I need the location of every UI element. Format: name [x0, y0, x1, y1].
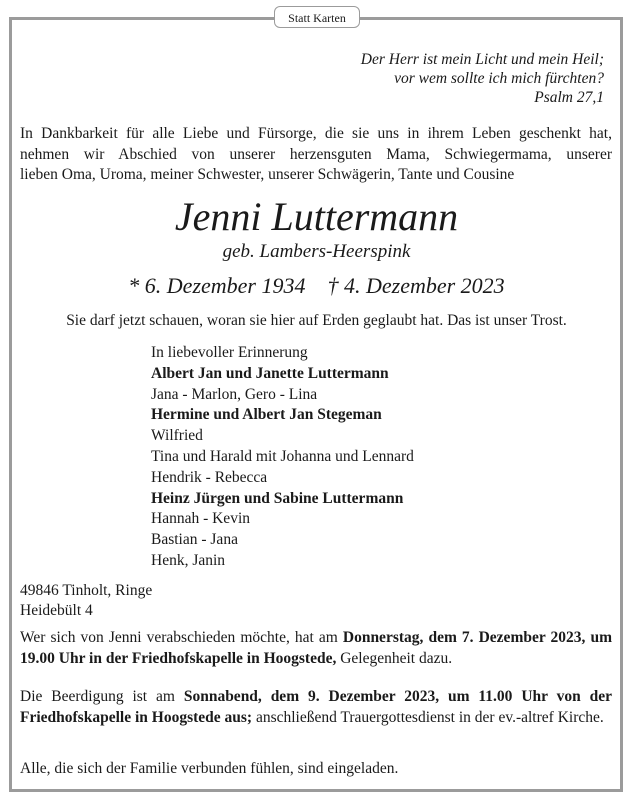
funeral-date-place: Sonnabend, dem 9. Dezember 2023, um 11.00 Uhr von der Friedhofskapelle in Hoogstede aus; — [20, 688, 612, 726]
family-line: Albert Jan und Janette Luttermann — [151, 364, 389, 382]
intro-text — [20, 124, 612, 186]
comfort-quote: Sie darf jetzt schauen, woran sie hier auf Erden geglaubt hat. Das ist unser Trost. — [66, 312, 567, 329]
address-line-1: 49846 Tinholt, Ringe — [20, 582, 153, 599]
birth-name: geb. Lambers-Heerspink — [222, 241, 411, 262]
family-line: Tina und Harald mit Johanna und Lennard — [151, 447, 414, 465]
deceased-name: Jenni Luttermann — [174, 194, 459, 239]
family-line: In liebevoller Erinnerung — [151, 344, 308, 361]
family-list — [151, 343, 611, 572]
funeral-paragraph — [20, 686, 612, 728]
psalm-quote — [300, 50, 604, 107]
psalm-line-1: Der Herr ist mein Licht und mein Heil; — [360, 51, 604, 68]
family-line: Wilfried — [151, 427, 203, 445]
closing-paragraph: Alle, die sich der Familie verbunden fühlen, sind eingeladen. — [20, 760, 399, 777]
farewell-text: Wer sich von Jenni verabschieden möchte, hat am — [20, 629, 343, 646]
intro-line-3: lieben Oma, Uroma, meiner Schwester, unserer Schwägerin, Tante und Cousine — [20, 166, 515, 183]
statt-karten-badge: Statt Karten — [274, 6, 360, 28]
intro-line-1: In Dankbarkeit für alle Liebe und Fürsorge, die sie uns in ihrem Leben geschenkt hat, — [20, 125, 612, 142]
farewell-paragraph — [20, 627, 612, 669]
family-line: Heinz Jürgen und Sabine Luttermann — [151, 489, 404, 507]
family-line: Hannah - Kevin — [151, 510, 250, 528]
intro-line-2: nehmen wir Abschied von unserer herzensguten Mama, Schwiegermama, unserer — [20, 145, 612, 163]
address-line-2: Heidebült 4 — [20, 602, 93, 619]
family-line: Henk, Janin — [151, 551, 226, 569]
family-line: Hendrik - Rebecca — [151, 468, 268, 486]
psalm-reference: Psalm 27,1 — [534, 89, 604, 106]
address — [20, 581, 320, 621]
family-line: Jana - Marlon, Gero - Lina — [151, 385, 318, 403]
farewell-text-end: Gelegenheit dazu. — [336, 650, 453, 667]
family-line: Hermine und Albert Jan Stegeman — [151, 406, 382, 424]
life-dates: * 6. Dezember 1934 † 4. Dezember 2023 — [128, 273, 505, 298]
funeral-text-end: anschließend Trauergottesdienst in der ev.-altref Kirche. — [252, 709, 604, 726]
psalm-line-2: vor wem sollte ich mich fürchten? — [394, 70, 604, 87]
family-line: Bastian - Jana — [151, 531, 238, 549]
farewell-date-place: Donnerstag, dem 7. Dezember 2023, um 19.00 Uhr in der Friedhofskapelle in Hoogstede, — [20, 629, 612, 667]
funeral-text: Die Beerdigung ist am — [20, 688, 184, 705]
